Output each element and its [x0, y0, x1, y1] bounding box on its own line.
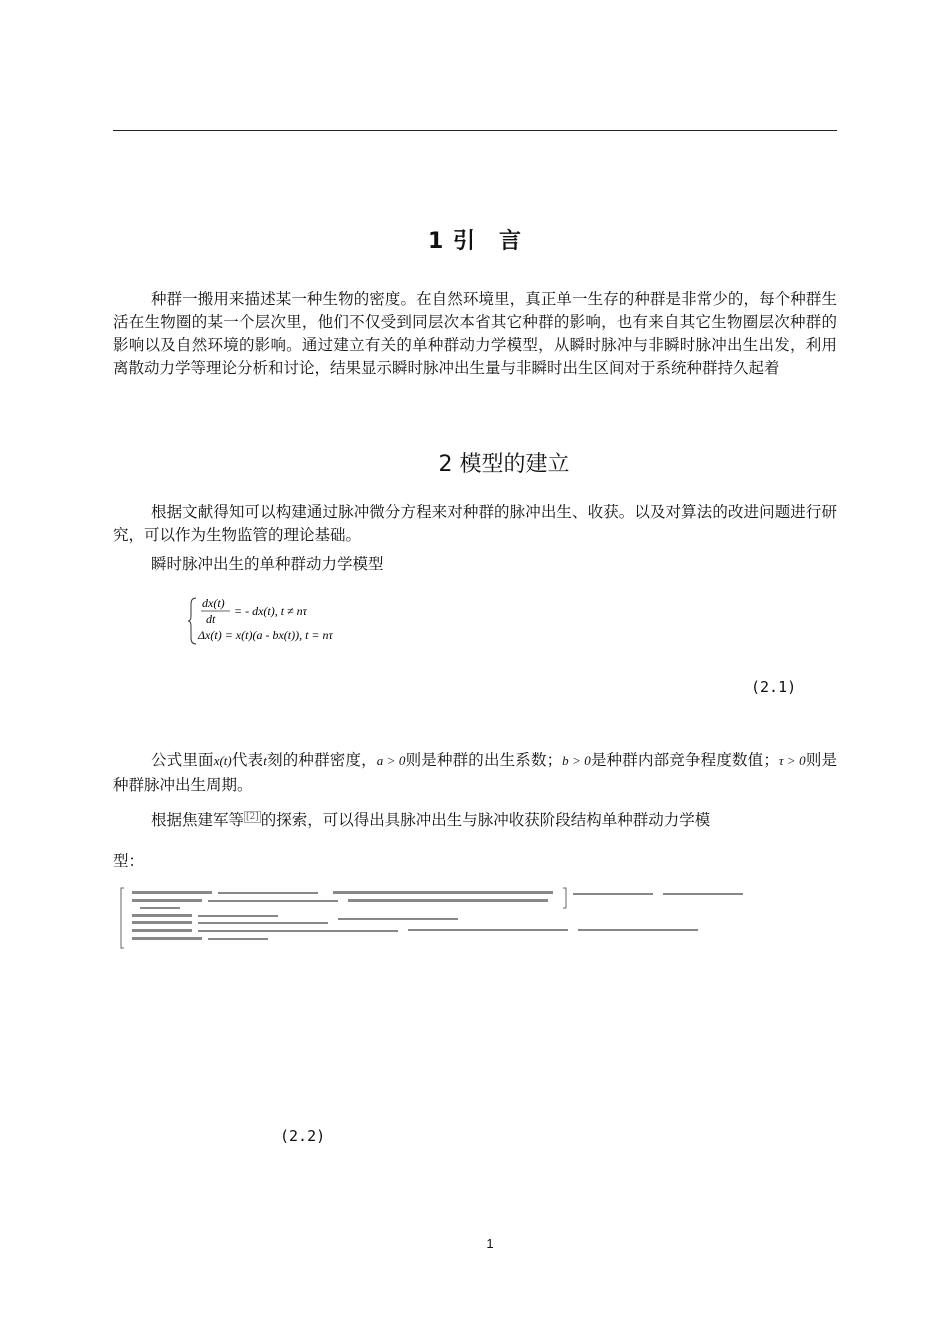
eq2-glyphs-row2 [132, 899, 202, 902]
eq2-glyphs-row3 [140, 907, 180, 909]
model-intro-line: 瞬时脉冲出生的单种群动力学模型 [151, 555, 384, 573]
eq1-denominator: dt [206, 612, 216, 626]
eq2-glyphs-row1 [132, 891, 212, 894]
eq1-numerator: dx(t) [202, 596, 225, 610]
symbol-x-t: x(t) [213, 753, 232, 768]
citation-ref[interactable]: [2] [246, 812, 259, 822]
section-2-heading: 2 模型的建立 [438, 452, 570, 477]
eq2-glyphs-row4 [132, 914, 192, 917]
header-rule [113, 130, 837, 131]
eq2-glyphs-row7 [132, 937, 202, 940]
section-2-paragraph-2: 公式里面x(t)代表t刻的种群密度，a > 0则是种群的出生系数；b > 0是种群内部竞争程度数值；τ > 0则是种群脉冲出生周期。 [113, 751, 837, 794]
section-2-paragraph-1: 根据文献得知可以构建通过脉冲微分方程来对种群的脉冲出生、收获。以及对算法的改进问题进行研究，可以作为生物监管的理论基础。 [113, 503, 837, 544]
equation-2-1-number: (2.1) [751, 678, 797, 696]
symbol-t: t [263, 753, 267, 768]
page-number: 1 [486, 1236, 494, 1251]
equation-2-2 [118, 886, 748, 950]
eq1-row2: Δx(t) = x(t)(a - bx(t)), t = nτ [198, 628, 333, 642]
eq2-glyphs-row6 [132, 929, 192, 932]
eq2-glyphs-row5 [132, 921, 192, 924]
eq1-row1-rhs: = - dx(t), t ≠ nτ [234, 604, 307, 618]
equation-2-2-number: (2.2) [280, 1127, 326, 1145]
symbol-b: b > 0 [562, 753, 591, 768]
section-2-paragraph-3-end: 型： [113, 852, 145, 870]
section-2-paragraph-3: 根据焦建军等 [2] 的探索，可以得出具脉冲出生与脉冲收获阶段结构单种群动力学模 [151, 811, 711, 830]
equation-2-1 [188, 594, 448, 648]
section-1-heading: 1 引 言 [428, 229, 522, 254]
symbol-tau: τ > 0 [778, 753, 806, 768]
section-1-paragraph: 种群一搬用来描述某一种生物的密度。在自然环境里，真正单一生存的种群是非常少的，每个种群生活在生物圈的某一个层次里，他们不仅受到同层次本省其它种群的影响，也有来自其它生物圈层次种群的影响以及自然环境的影响。通过建立有关的单种群动力学模型，从瞬时脉冲与非瞬时脉冲出生出发，利用离散动力学等理论分析和讨论，结果显示瞬时脉冲出生量与非瞬时出生区间对于系统种群持久起着 [113, 290, 837, 377]
symbol-a: a > 0 [376, 753, 406, 768]
